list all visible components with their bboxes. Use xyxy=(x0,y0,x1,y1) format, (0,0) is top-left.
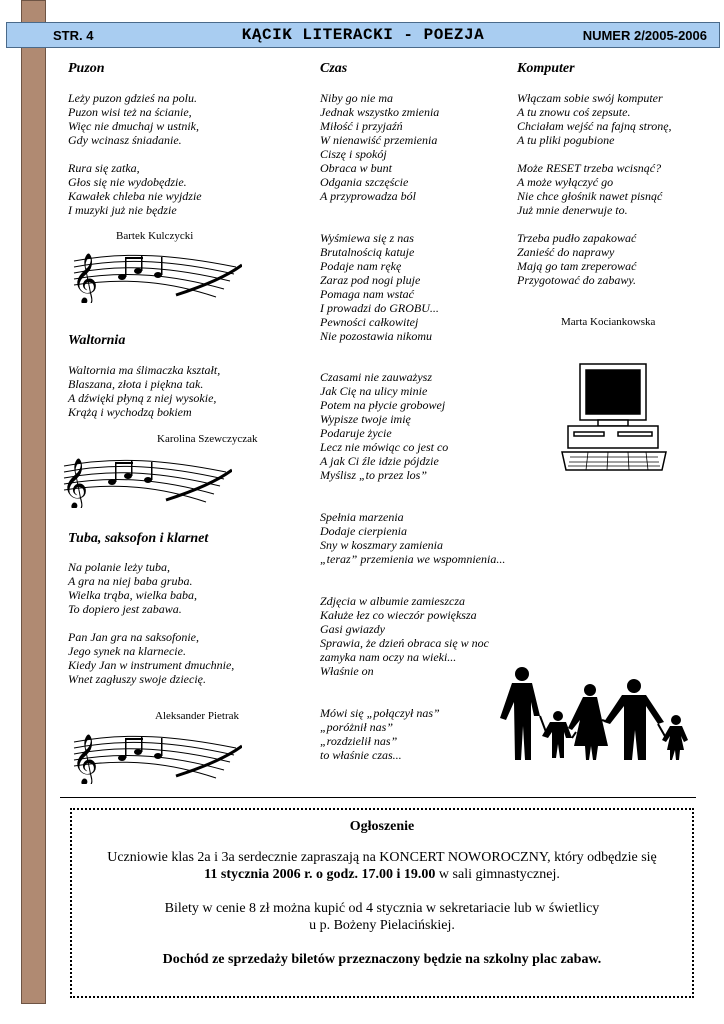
announcement-line-1: Uczniowie klas 2a i 3a serdecznie zapraszają na KONCERT NOWOROCZNY, który odbędzie się xyxy=(107,850,657,865)
poem-text-puzon: Leży puzon gdzieś na polu. Puzon wisi też na ścianie, Więc nie dmuchaj w ustnik, Gdy wcinasz śniadanie. Rura się zatka, Głos się nie wydobędzie. Kawałek chleba nie wyjdzie I muzyki już nie będzie xyxy=(68,91,202,217)
family-silhouette-icon xyxy=(498,664,694,764)
poem-title-czas: Czas xyxy=(320,61,348,76)
poem-text-waltornia: Waltornia ma ślimaczka kształt, Blaszana, złota i piękna tak. A dźwięki płyną z niej wysokie, Krążą i wychodzą bokiem xyxy=(68,363,221,419)
poem-stanza-czas-6: Mówi się „połączył nas” „poróżnił nas” „rozdzielił nas” to właśnie czas... xyxy=(320,706,440,762)
poem-stanza-czas-2: Wyśmiewa się z nas Brutalnością katuje Podaje nam rękę Zaraz pod nogi pluje Pomaga nam wstać I prowadzi do GROBU... Pewności całkowitej Nie pozostawia nikomu xyxy=(320,231,439,343)
poem-text-komputer: Włączam sobie swój komputer A tu znowu coś zepsute. Chciałam wejść na fajną stronę, A tu pliki pogubione Może RESET trzeba wcisnąć? A może wyłączyć go Nie chce głośnik nawet pisnąć Już mnie denerwuje to. Trzeba pudło zapakować Zanieść do naprawy Mają go tam zreperować Przygotować do zabawy. xyxy=(517,91,672,287)
poem-author-tuba: Aleksander Pietrak xyxy=(155,710,239,722)
announcement-line-2 xyxy=(72,866,692,883)
svg-text:𝄞: 𝄞 xyxy=(72,734,99,784)
announcement-line-4: u p. Bożeny Pielacińskiej. xyxy=(309,918,455,933)
section-divider xyxy=(60,797,696,798)
concert-date: 11 stycznia 2006 r. o godz. 17.00 i 19.00 xyxy=(204,867,436,882)
poem-title-komputer: Komputer xyxy=(517,61,575,76)
music-note-clipart-icon xyxy=(56,452,232,508)
poem-author-komputer: Marta Kociankowska xyxy=(561,316,656,328)
announcement-line-3: Bilety w cenie 8 zł można kupić od 4 stycznia w sekretariacie lub w świetlicy xyxy=(164,901,600,916)
poem-author-puzon: Bartek Kulczycki xyxy=(116,230,194,242)
left-margin-bar xyxy=(21,0,46,1004)
issue-number: NUMER 2/2005-2006 xyxy=(582,28,707,43)
poem-text-tuba: Na polanie leży tuba, A gra na niej baba gruba. Wielka trąba, wielka baba, To dopiero jest zabawa. Pan Jan gra na saksofonie, Jego synek na klarnecie. Kiedy Jan w instrument dmuchnie, Wnet zagłuszy swoje dziecię. xyxy=(68,560,235,686)
poem-stanza-czas-4: Spełnia marzenia Dodaje cierpienia Sny w koszmary zamienia „teraz” przemienia we wspomnienia... xyxy=(320,510,506,566)
poem-stanza-czas-3: Czasami nie zauważysz Jak Cię na ulicy minie Potem na płycie grobowej Wypisze twoje imię Podaruje życie Lecz nie mówiąc co jest co A jak Ci źle idzie pójdzie Myślisz „to przez los” xyxy=(320,370,449,482)
concert-place: w sali gimnastycznej. xyxy=(435,867,560,882)
announcement-heading: Ogłoszenie xyxy=(349,819,415,834)
computer-clipart-icon xyxy=(558,356,670,474)
announcement-footer: Dochód ze sprzedaży biletów przeznaczony będzie na szkolny plac zabaw. xyxy=(162,952,602,967)
poem-title-waltornia: Waltornia xyxy=(68,333,126,348)
page-number: STR. 4 xyxy=(53,28,94,43)
announcement-box xyxy=(70,808,694,998)
music-note-clipart-icon xyxy=(66,728,242,784)
poem-title-puzon: Puzon xyxy=(68,61,105,76)
page-header xyxy=(6,22,720,48)
poem-stanza-czas-5: Zdjęcia w albumie zamieszcza Kałuże łez co wieczór powiększa Gasi gwiazdy Sprawia, że dzień obraca się w noc zamyka nam oczy na wieki... Właśnie on xyxy=(320,594,489,678)
svg-text:𝄞: 𝄞 xyxy=(62,458,89,508)
poem-stanza-czas-1: Niby go nie ma Jednak wszystko zmienia Miłość i przyjaźń W nienawiść przemienia Ciszę i spokój Obraca w bunt Odgania szczęście A przyprowadza ból xyxy=(320,91,440,203)
poem-title-tuba: Tuba, saksofon i klarnet xyxy=(68,531,209,546)
section-title: KĄCIK LITERACKI - POEZJA xyxy=(241,26,485,44)
svg-text:𝄞: 𝄞 xyxy=(72,253,99,303)
poem-author-waltornia: Karolina Szewczyczak xyxy=(157,433,258,445)
music-note-clipart-icon xyxy=(66,247,242,303)
